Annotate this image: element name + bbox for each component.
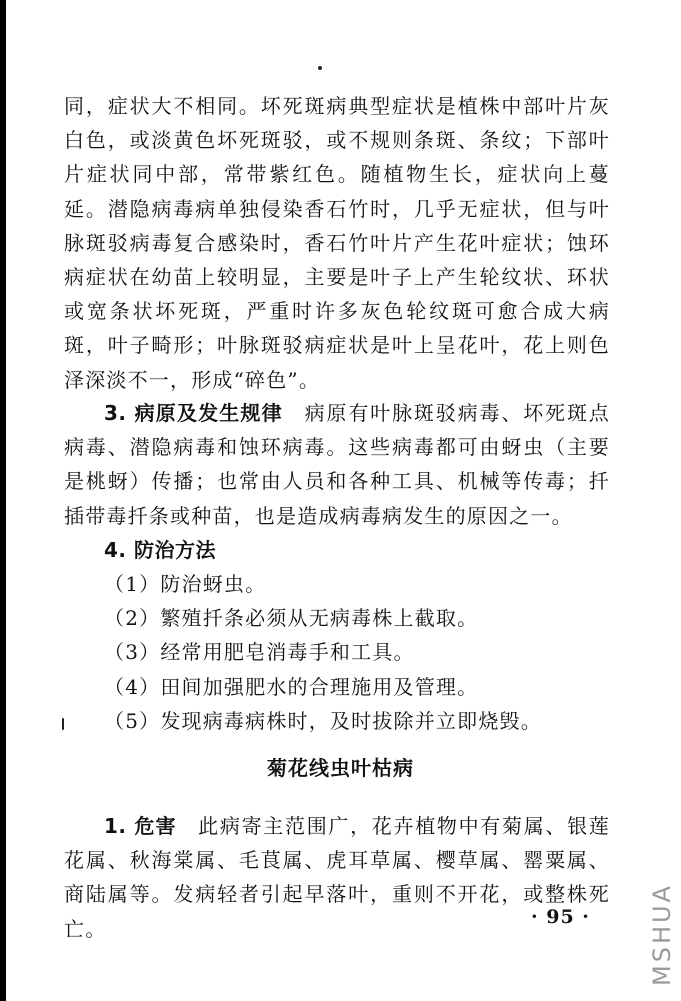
paragraph-symptoms: 同，症状大不相同。坏死斑病典型症状是植株中部叶片灰白色，或淡黄色坏死斑驳，或不规则条斑、条纹；下部叶片症状同中部，常带紫红色。随植物生长，症状向上蔓延。潜隐病毒病单独侵染香石竹时，几乎无症状，但与叶脉斑驳病毒复合感染时，香石竹叶片产生花叶症状；蚀环病症状在幼苗上较明显，主要是叶子上产生轮纹状、环状或宽条状坏死斑，严重时许多灰色轮纹斑可愈合成大病斑，叶子畸形；叶脉斑驳病症状是叶上呈花叶，花上则色泽深淡不一，形成“碎色”。 (64, 94, 610, 392)
list-item: （3）经常用肥皂消毒手和工具。 (104, 640, 415, 665)
heading-control: 4. 防治方法 (104, 537, 216, 562)
list-item: （1）防治蚜虫。 (104, 572, 267, 597)
control-list (64, 567, 610, 738)
paragraph-pathogen (64, 396, 610, 533)
scan-speck (318, 66, 322, 70)
list-item: （2）繁殖扦条必须从无病毒株上截取。 (104, 606, 479, 631)
page-left-edge (0, 0, 6, 1001)
pathogen-text: 病原有叶脉斑驳病毒、坏死斑点病毒、潜隐病毒和蚀环病毒。这些病毒都可由蚜虫（主要是桃蚜）传播；也常由人员和各种工具、机械等传毒；扦插带毒扦条或种苗，也是造成病毒病发生的原因之一。 (64, 401, 611, 528)
damage-text: 此病寄主范围广，花卉植物中有菊属、银莲花属、秋海棠属、毛茛属、虎耳草属、樱草属、罂粟属、商陆属等。发病轻者引起早落叶，重则不开花，或整株死亡。 (64, 814, 610, 941)
watermark: MSHUA (648, 883, 676, 986)
body-text-middle (64, 396, 610, 738)
page-number: · 95 · (531, 906, 590, 928)
heading-pathogen: 3. 病原及发生规律 (104, 401, 283, 425)
list-item: （5）发现病毒病株时，及时拔除并立即烧毁。 (104, 708, 542, 733)
heading-damage: 1. 危害 (104, 814, 177, 838)
body-text-top (64, 89, 610, 397)
body-text-bottom (64, 809, 610, 946)
paragraph-damage (64, 809, 610, 946)
list-item: （4）田间加强肥水的合理施用及管理。 (104, 674, 479, 699)
section-title: 菊花线虫叶枯病 (267, 756, 414, 780)
